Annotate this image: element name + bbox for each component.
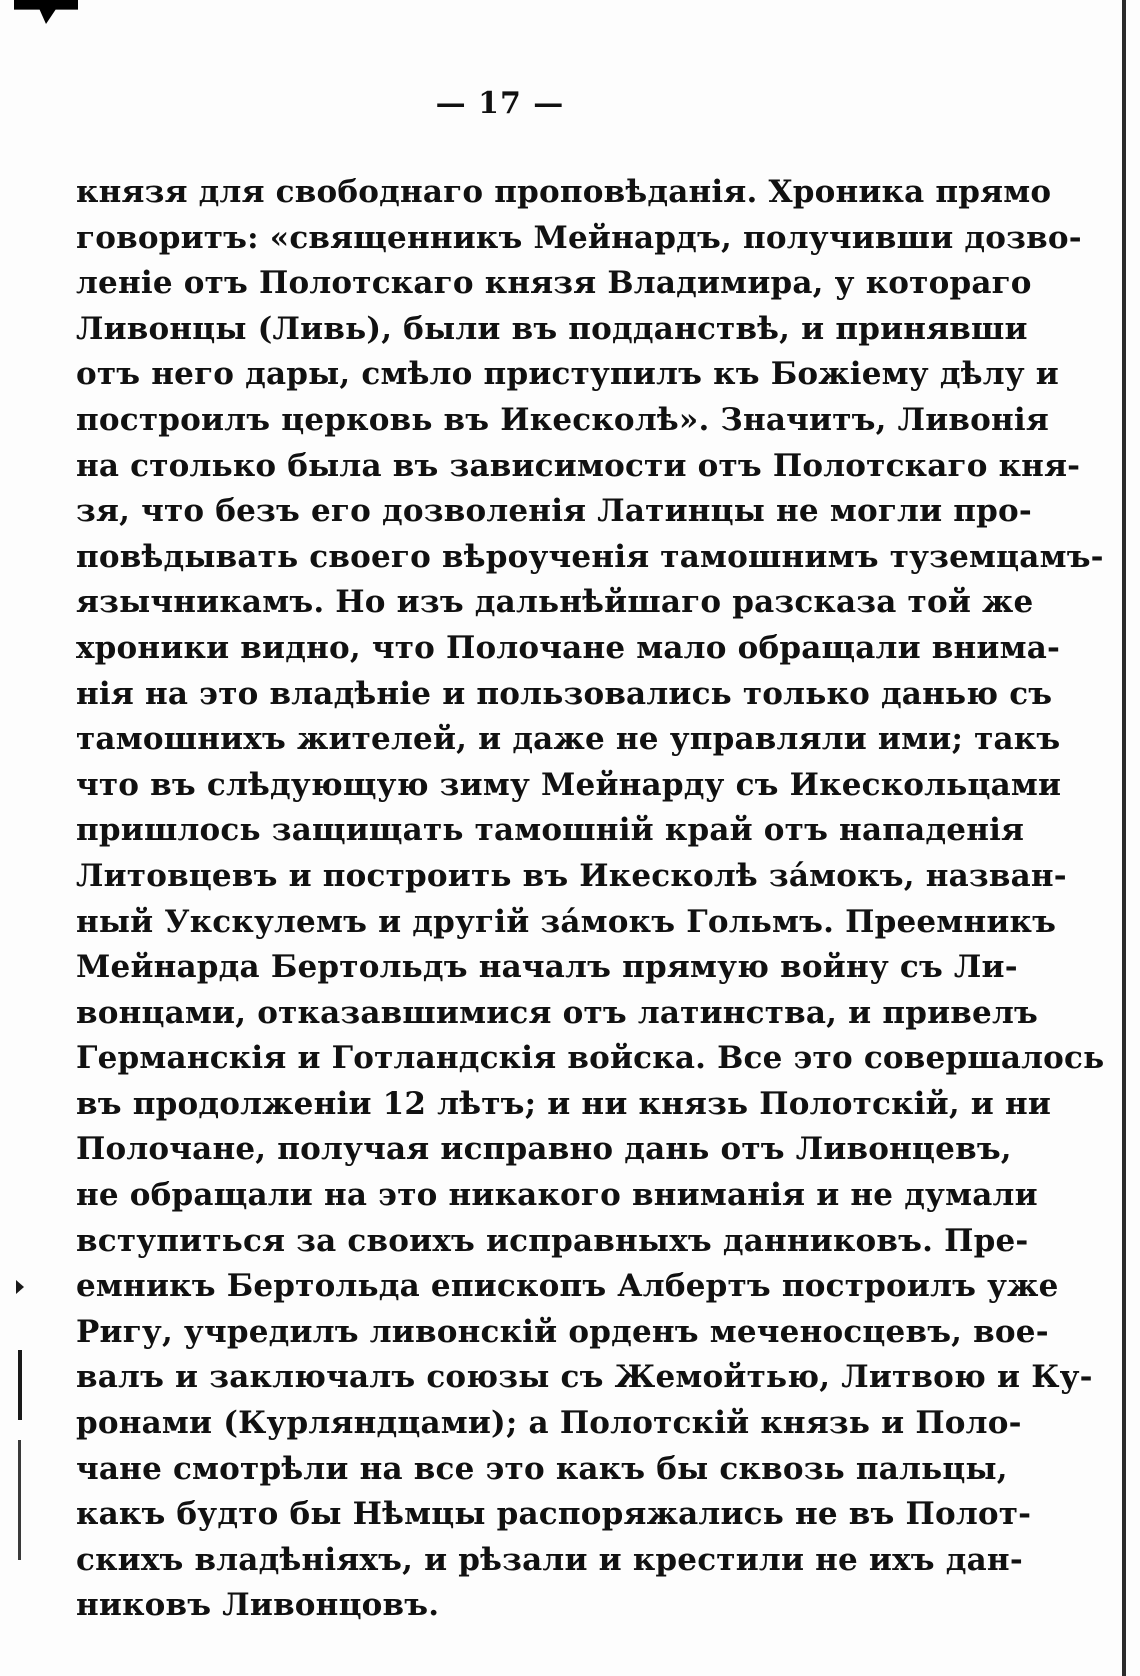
text-line: никовъ Ливонцовъ. xyxy=(76,1587,440,1624)
text-line: что въ слѣдующую зиму Мейнарду съ Икескольцами xyxy=(76,766,1062,803)
text-line: отъ него дары, смѣло приступилъ къ Божіему дѣлу и xyxy=(76,356,1059,393)
text-line: Полочане, получая исправно дань отъ Ливонцевъ, xyxy=(76,1131,1012,1168)
text-line: въ продолженіи 12 лѣтъ; и ни князь Полотскій, и ни xyxy=(76,1085,1052,1122)
text-line: какъ будто бы Нѣмцы распоряжались не въ Полот- xyxy=(76,1496,1032,1533)
scan-corner-mark xyxy=(14,0,78,24)
text-line: Германскія и Готландскія войска. Все это совершалось xyxy=(76,1040,1105,1077)
text-line: говоритъ: «священникъ Мейнардъ, получивши дозво- xyxy=(76,219,1082,256)
text-line: емникъ Бертольда епископъ Албертъ построилъ уже xyxy=(76,1268,1059,1305)
text-line: повѣдывать своего вѣроученія тамошнимъ туземцамъ- xyxy=(76,538,1104,575)
text-line: построилъ церковь въ Икесколѣ». Значитъ, Ливонія xyxy=(76,401,1050,438)
text-line: нія на это владѣніе и пользовались только данью съ xyxy=(76,675,1053,712)
text-line: ный Укскулемъ и другій за́мокъ Гольмъ. Преемникъ xyxy=(76,903,1057,940)
text-line: князя для свободнаго проповѣданія. Хроника прямо xyxy=(76,174,1052,210)
text-line: не обращали на это никакого вниманія и не думали xyxy=(76,1177,1038,1214)
text-line: зя, что безъ его дозволенія Латинцы не могли про- xyxy=(76,493,1032,530)
text-line: Ливонцы (Ливь), были въ подданствѣ, и принявши xyxy=(76,310,1028,347)
scan-left-edge xyxy=(18,1440,21,1560)
text-line: Ригу, учредилъ ливонскій орденъ меченосцевъ, вое- xyxy=(76,1313,1049,1350)
text-line: ронами (Курляндцами); а Полотскій князь и Поло- xyxy=(76,1405,1022,1442)
text-line: пришлось защищать тамошній край отъ нападенія xyxy=(76,812,1025,849)
page-number: — 17 — xyxy=(435,86,565,121)
text-line: на столько была въ зависимости отъ Полотскаго кня- xyxy=(76,447,1081,484)
text-line: хроники видно, что Полочане мало обращали внима- xyxy=(76,629,1061,666)
text-line: тамошнихъ жителей, и даже не управляли ими; такъ xyxy=(76,721,1061,758)
body-text xyxy=(76,170,1105,1629)
scan-left-artifact xyxy=(16,1280,24,1294)
text-line: скихъ владѣніяхъ, и рѣзали и крестили не ихъ дан- xyxy=(76,1541,1023,1578)
text-line: вонцами, отказавшимися отъ латинства, и привелъ xyxy=(76,994,1038,1031)
text-line: леніе отъ Полотскаго князя Владимира, у котораго xyxy=(76,265,1032,302)
text-line: вступиться за своихъ исправныхъ данниковъ. Пре- xyxy=(76,1222,1029,1259)
text-line: Литовцевъ и построить въ Икесколѣ за́мокъ, назван- xyxy=(76,857,1067,894)
text-line: Мейнарда Бертольдъ началъ прямую войну съ Ли- xyxy=(76,949,1018,986)
text-line: валъ и заключалъ союзы съ Жемойтью, Литвою и Ку- xyxy=(76,1359,1093,1396)
scan-left-edge xyxy=(18,1350,22,1420)
text-line: чане смотрѣли на все это какъ бы сквозь пальцы, xyxy=(76,1450,1008,1487)
scan-right-edge xyxy=(1122,0,1126,1676)
text-line: язычникамъ. Но изъ дальнѣйшаго разсказа той же xyxy=(76,584,1034,621)
